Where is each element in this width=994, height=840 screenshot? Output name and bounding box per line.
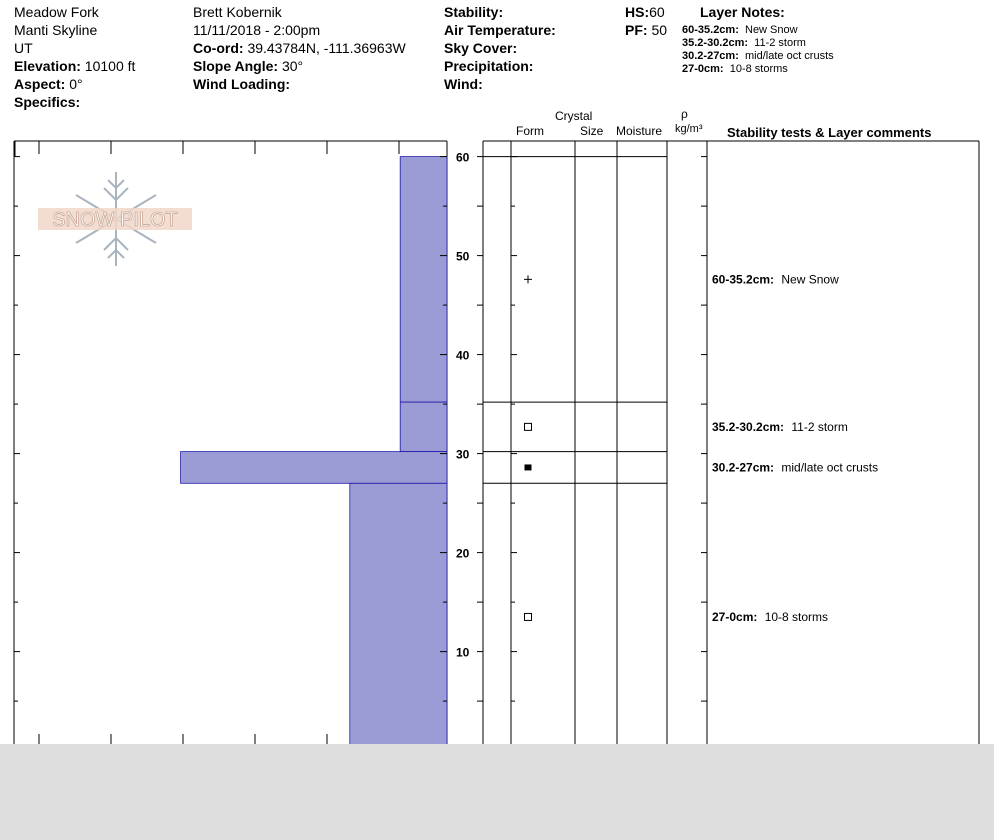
- depth-tick-label: 30: [456, 447, 470, 462]
- slope-label: Slope Angle:: [193, 58, 279, 74]
- form-symbol-filled-square: [525, 464, 532, 470]
- stability-label: Stability:: [444, 4, 504, 20]
- layer-comment: [712, 460, 878, 474]
- layer-note: 35.2-30.2cm: 11-2 storm: [682, 37, 806, 49]
- range-name: Manti Skyline: [14, 22, 98, 38]
- layer-comment: [712, 420, 848, 434]
- footer-bar: [0, 744, 994, 840]
- pf-label: PF:: [625, 22, 648, 38]
- depth-tick-label: 50: [456, 249, 470, 264]
- layer-comment: [712, 272, 839, 286]
- logo-text: SNOW PILOT: [52, 209, 178, 231]
- observer-name: Brett Kobernik: [193, 4, 282, 20]
- precipitation-label: Precipitation:: [444, 58, 534, 74]
- density-unit: kg/m³: [675, 123, 703, 135]
- depth-tick-label: 20: [456, 546, 470, 561]
- layer-comment-text: New Snow: [778, 272, 839, 287]
- coord-value: 39.43784N, -111.36963W: [247, 40, 406, 56]
- depth-tick-label: 40: [456, 348, 470, 363]
- hs-label: HS:: [625, 4, 650, 20]
- form-symbol-square: [525, 613, 532, 620]
- slope-value: 30°: [281, 58, 304, 74]
- hs-value: 60: [649, 4, 665, 20]
- aspect-value: 0°: [69, 76, 83, 92]
- pf-value: 50: [651, 22, 668, 38]
- hardness-bar: [181, 452, 447, 484]
- location-name: Meadow Fork: [14, 4, 99, 20]
- layer-comment-range: 60-35.2cm:: [712, 272, 775, 287]
- wind-label: Wind:: [444, 76, 483, 92]
- aspect-label: Aspect:: [14, 76, 66, 92]
- moisture-header: Moisture: [616, 124, 663, 138]
- layer-comment-range: 30.2-27cm:: [712, 460, 775, 475]
- layer-comment-text: 10-8 storms: [761, 609, 829, 624]
- hardness-bar: [400, 402, 447, 452]
- sky-cover-label: Sky Cover:: [444, 40, 518, 56]
- observation-datetime: 11/11/2018 - 2:00pm: [193, 22, 321, 38]
- specifics-label: Specifics:: [14, 94, 81, 110]
- layer-comment-text: 11-2 storm: [788, 419, 848, 434]
- form-symbol-square: [525, 423, 532, 430]
- elevation-value: 10100 ft: [84, 58, 136, 74]
- depth-tick-label: 10: [456, 645, 470, 660]
- wind-loading-label: Wind Loading:: [193, 76, 291, 92]
- layer-comment-range: 35.2-30.2cm:: [712, 419, 785, 434]
- layer-notes-title: Layer Notes:: [700, 4, 785, 20]
- state-name: UT: [14, 40, 33, 56]
- layer-comment: [712, 610, 828, 624]
- hardness-bar: [350, 483, 447, 744]
- layer-note: 30.2-27cm: mid/late oct crusts: [682, 50, 834, 62]
- layer-note: 27-0cm: 10-8 storms: [682, 63, 788, 75]
- layer-note: 60-35.2cm: New Snow: [682, 24, 798, 36]
- layer-comment-text: mid/late oct crusts: [778, 460, 879, 475]
- form-header: Form: [516, 124, 544, 138]
- coord-label: Co-ord:: [193, 40, 244, 56]
- size-header: Size: [580, 124, 604, 138]
- comments-header: Stability tests & Layer comments: [727, 125, 932, 140]
- layer-comment-range: 27-0cm:: [712, 609, 758, 624]
- hardness-bar: [400, 157, 447, 403]
- depth-tick-label: 60: [456, 150, 470, 165]
- density-symbol: ρ: [681, 107, 688, 121]
- air-temperature-label: Air Temperature:: [444, 22, 556, 38]
- elevation-label: Elevation:: [14, 58, 81, 74]
- crystal-header: Crystal: [555, 109, 593, 123]
